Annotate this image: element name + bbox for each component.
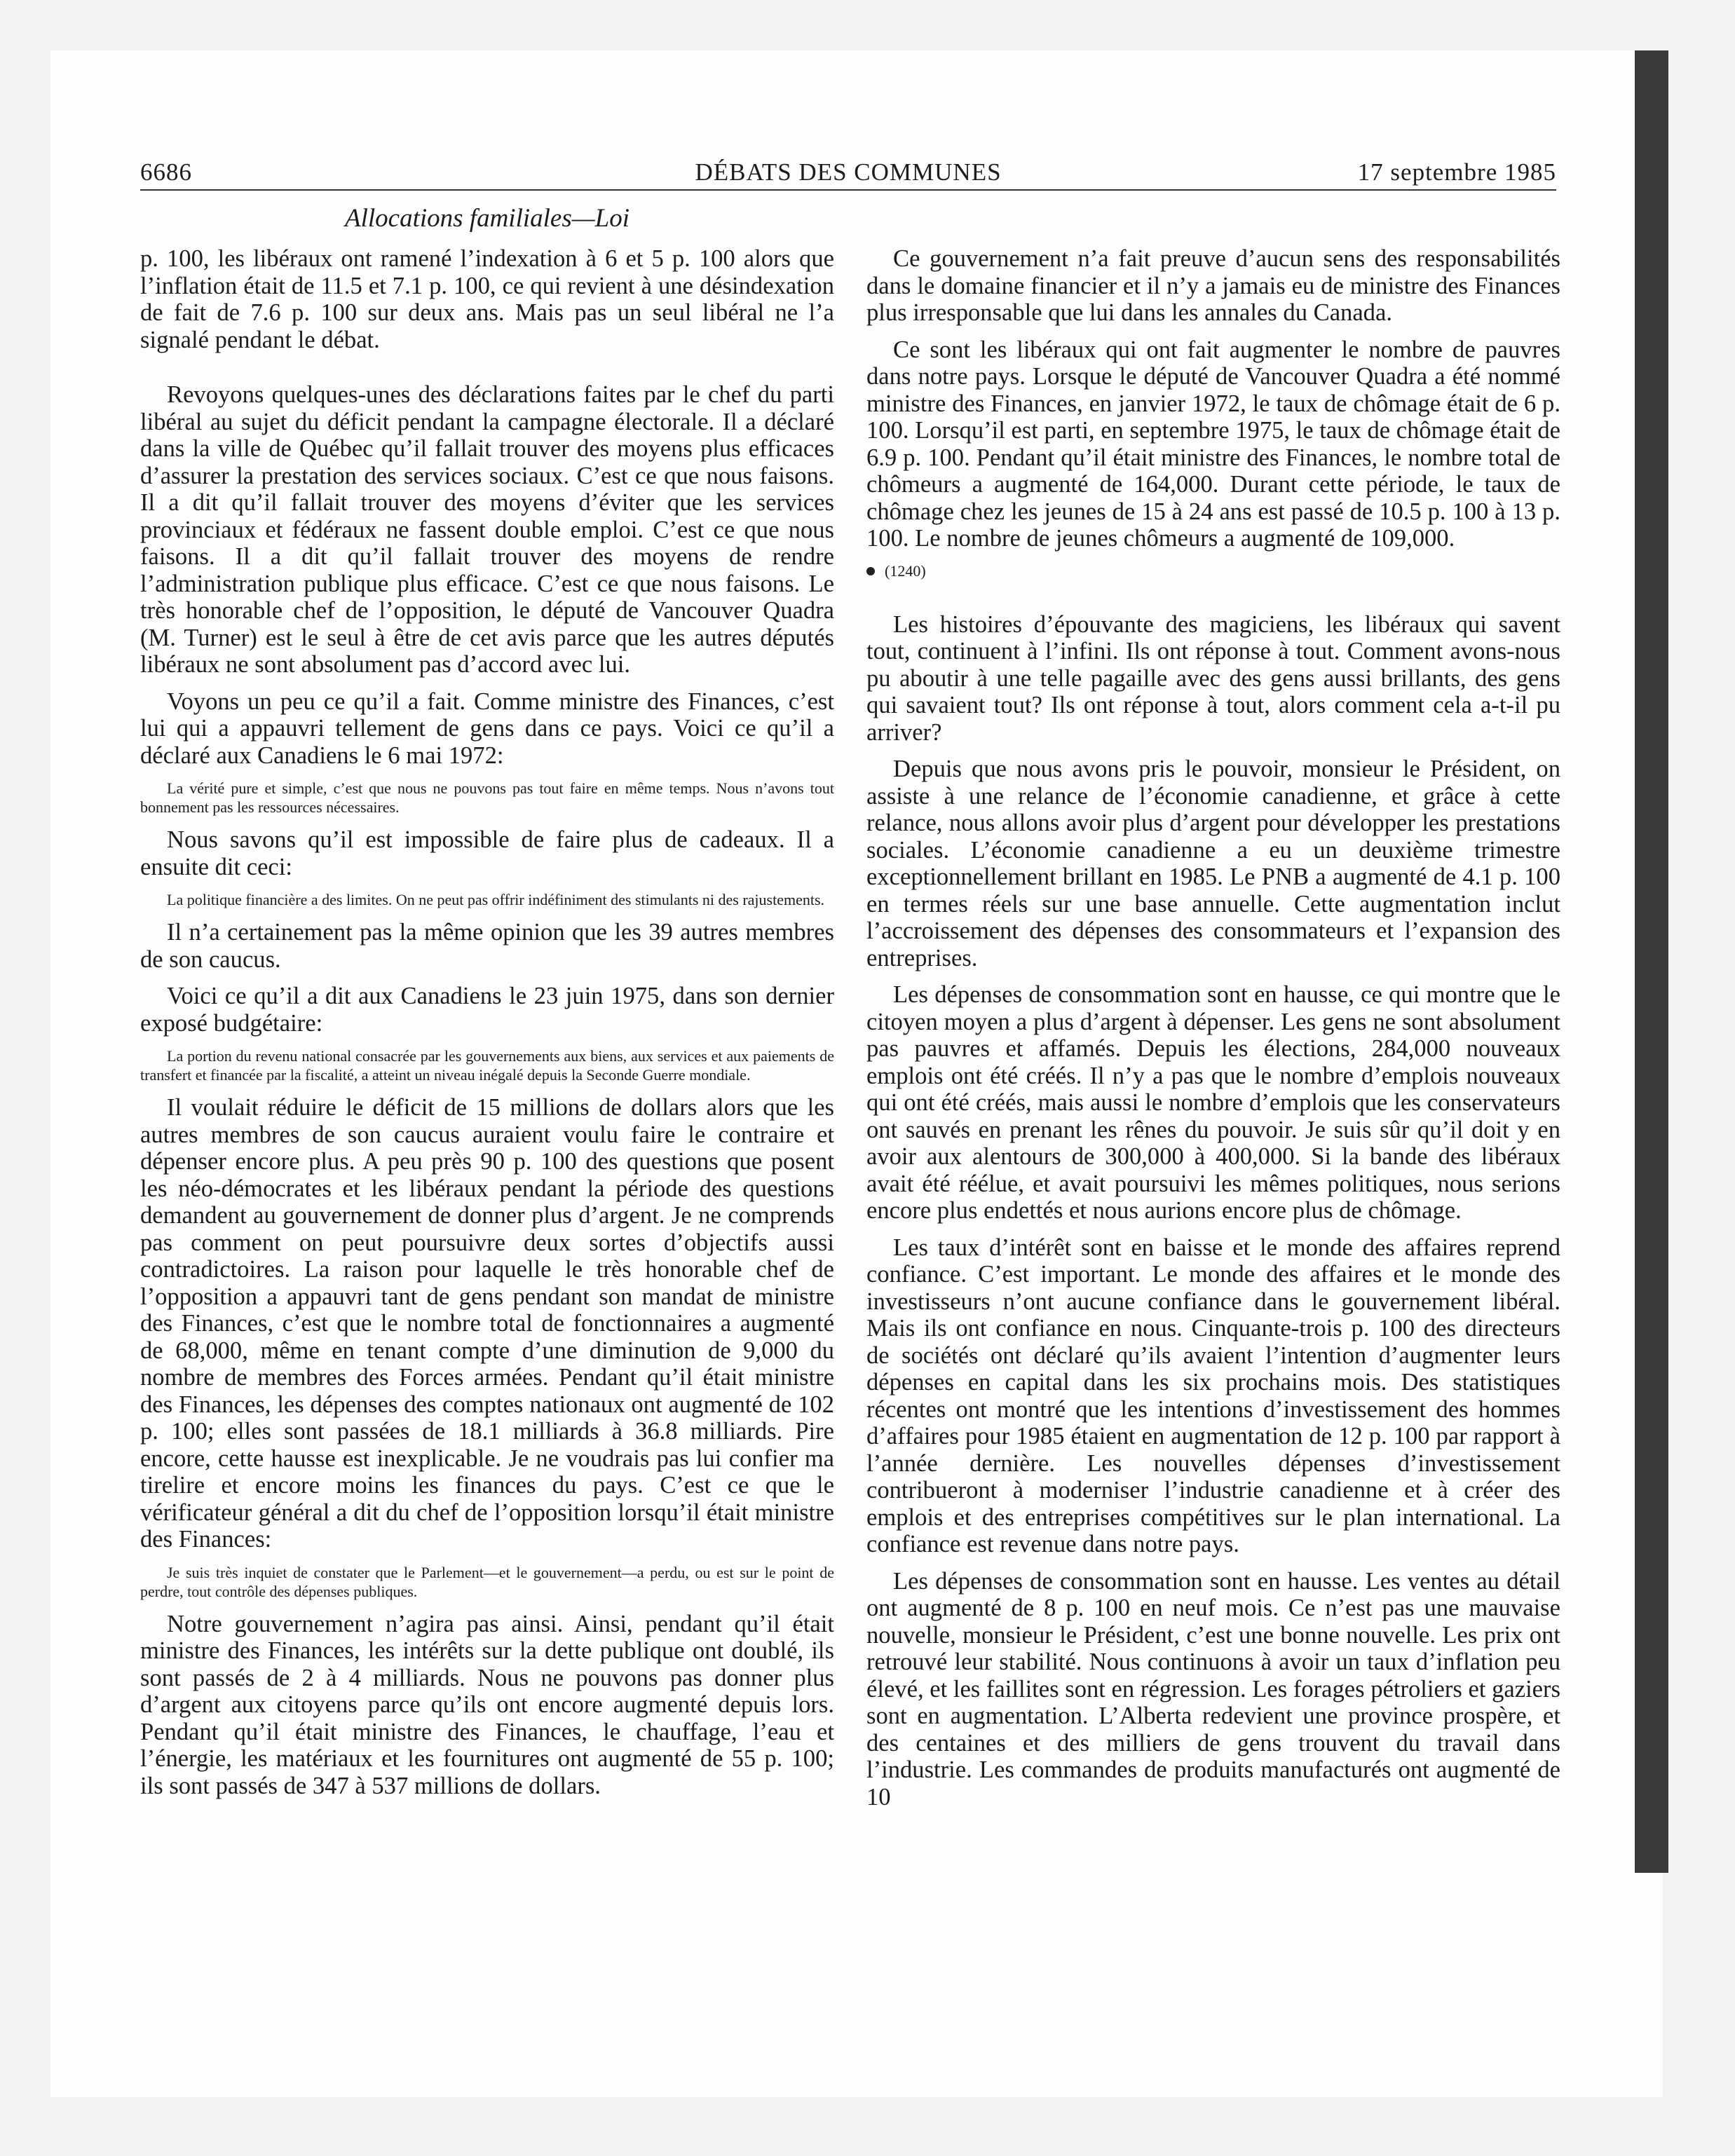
right-column xyxy=(866,245,1560,1820)
scan-edge-shadow xyxy=(1635,50,1668,1873)
page-header xyxy=(140,156,1556,191)
time-marker-text: (1240) xyxy=(885,561,926,580)
block-quote: La politique financière a des limites. On ne peut pas offrir indéfiniment des stimulants ni des rajustements. xyxy=(167,891,825,908)
bullet-icon xyxy=(866,567,875,575)
block-quote: Je suis très inquiet de constater que le Parlement—et le gouvernement—a perdu, ou est sur le point de perdre, tout contrôle des dépenses publiques. xyxy=(140,1563,834,1600)
publication-title: DÉBATS DES COMMUNES xyxy=(695,158,1002,186)
paragraph: Les taux d’intérêt sont en baisse et le monde des affaires reprend confiance. C’est important. Le monde des affaires et le monde des investisseurs n’ont aucune confiance dans le gouvernement libéral. Mais ils ont confiance en nous. Cinquante-trois p. 100 des directeurs de sociétés ont déclaré qu’ils avaient l’intention d’augmenter leurs dépenses en capital dans les six prochains mois. Des statistiques récentes ont montré que les intentions d’investissement des hommes d’affaires pour 1985 étaient en augmentation de 12 p. 100 par rapport à l’année dernière. Les nouvelles dépenses d’investissement contribueront à moderniser l’industrie canadienne et à créer des emplois et des entreprises compétitives sur le plan international. La confiance est revenue dans notre pays. xyxy=(866,1234,1560,1557)
left-column xyxy=(140,245,834,1809)
time-marker xyxy=(866,562,1560,580)
paragraph: Nous savons qu’il est impossible de faire plus de cadeaux. Il a ensuite dit ceci: xyxy=(140,826,834,880)
block-quote: La portion du revenu national consacrée par les gouvernements aux biens, aux services et aux paiements de transfert et financée par la fiscalité, a atteint un niveau inégalé depuis la Seconde Guerre mondiale. xyxy=(140,1047,834,1084)
paragraph: p. 100, les libéraux ont ramené l’indexation à 6 et 5 p. 100 alors que l’inflation était de 11.5 et 7.1 p. 100, ce qui revient à une désindexation de fait de 7.6 p. 100 sur deux ans. Mais pas un seul libéral ne l’a signalé pendant le débat. xyxy=(140,245,834,353)
paragraph: Depuis que nous avons pris le pouvoir, monsieur le Président, on assiste à une relance de l’économie canadienne, et grâce à cette relance, nous allons avoir plus d’argent pour développer les prestations sociales. L’économie canadienne a eu un deuxième trimestre exceptionnellement brillant en 1985. Le PNB a augmenté de 4.1 p. 100 en termes réels sur une base annuelle. Cette augmentation inclut l’accroissement des dépenses des consommateurs et l’expansion des entreprises. xyxy=(866,756,1560,971)
paragraph: Voyons un peu ce qu’il a fait. Comme ministre des Finances, c’est lui qui a appauvri tellement de gens dans ce pays. Voici ce qu’il a déclaré aux Canadiens le 6 mai 1972: xyxy=(140,688,834,769)
paragraph: Voici ce qu’il a dit aux Canadiens le 23 juin 1975, dans son dernier exposé budgétaire: xyxy=(140,983,834,1037)
paragraph: Les histoires d’épouvante des magiciens, les libéraux qui savent tout, continuent à l’infini. Ils ont réponse à tout. Comment avons-nous pu aboutir à une telle pagaille avec des gens aussi brillants, des gens qui savaient tout? Ils ont réponse à tout, alors comment cela a-t-il pu arriver? xyxy=(866,610,1560,746)
paragraph: Ce sont les libéraux qui ont fait augmenter le nombre de pauvres dans notre pays. Lorsque le député de Vancouver Quadra a été nommé ministre des Finances, en janvier 1972, le taux de chômage était de 6 p. 100. Lorsqu’il est parti, en septembre 1975, le taux de chômage était de 6.9 p. 100. Pendant qu’il était ministre des Finances, le nombre total de chômeurs a augmenté de 164,000. Durant cette période, le taux de chômage chez les jeunes de 15 à 24 ans est passé de 10.5 p. 100 à 13 p. 100. Le nombre de jeunes chômeurs a augmenté de 109,000. xyxy=(866,336,1560,552)
paragraph: Revoyons quelques-unes des déclarations faites par le chef du parti libéral au sujet du déficit pendant la campagne électorale. Il a déclaré dans la ville de Québec qu’il fallait trouver des moyens plus efficaces d’assurer la prestation des services sociaux. C’est ce que nous faisons. Il a dit qu’il fallait trouver des moyens d’éviter que les services provinciaux et fédéraux ne fassent double emploi. C’est ce que nous faisons. Il a dit qu’il fallait trouver des moyens de rendre l’administration publique plus efficace. C’est ce que nous faisons. Le très honorable chef de l’opposition, le député de Vancouver Quadra (M. Turner) est le seul à être de cet avis parce que les autres députés libéraux ne sont absolument pas d’accord avec lui. xyxy=(140,381,834,678)
header-date: 17 septembre 1985 xyxy=(1357,158,1556,186)
paragraph: Les dépenses de consommation sont en hausse. Les ventes au détail ont augmenté de 8 p. 100 en neuf mois. Ce n’est pas une mauvaise nouvelle, monsieur le Président, c’est une bonne nouvelle. Les prix ont retrouvé leur stabilité. Nous continuons à avoir un taux d’inflation peu élevé, et les faillites sont en régression. Les forages pétroliers et gaziers sont en augmentation. L’Alberta redevient une province prospère, et des centaines et des milliers de gens trouvent du travail dans l’industrie. Les commandes de produits manufacturés ont augmenté de 10 xyxy=(866,1567,1560,1810)
page-number: 6686 xyxy=(140,158,192,186)
paragraph: Il n’a certainement pas la même opinion que les 39 autres membres de son caucus. xyxy=(140,919,834,973)
paragraph: Ce gouvernement n’a fait preuve d’aucun sens des responsabilités dans le domaine financier et il n’y a jamais eu de ministre des Finances plus irresponsable que lui dans les annales du Canada. xyxy=(866,245,1560,326)
paragraph: Notre gouvernement n’agira pas ainsi. Ainsi, pendant qu’il était ministre des Finances, les intérêts sur la dette publique ont doublé, ils sont passés de 2 à 4 milliards. Nous ne pouvons pas donner plus d’argent aux citoyens parce qu’ils ont encore augmenté depuis lors. Pendant qu’il était ministre des Finances, le chauffage, l’eau et l’énergie, les matériaux et les fournitures ont augmenté de 55 p. 100; ils sont passés de 347 à 537 millions de dollars. xyxy=(140,1610,834,1799)
paragraph: Les dépenses de consommation sont en hausse, ce qui montre que le citoyen moyen a plus d’argent à dépenser. Les gens ne sont absolument pas pauvres et affamés. Depuis les élections, 284,000 nouveaux emplois ont été créés. Il n’y a pas que le nombre d’emplois nouveaux qui ont été créés, mais aussi le nombre d’emplois que les conservateurs ont sauvés en prenant les rênes du pouvoir. Je suis sûr qu’il doit y en avoir aux alentours de 300,000 à 400,000. Si la bande des libéraux avait été réélue, et avait poursuivi les mêmes politiques, nous serions encore plus endettés et nous aurions encore plus de chômage. xyxy=(866,981,1560,1224)
section-subtitle: Allocations familiales—Loi xyxy=(345,204,630,233)
paragraph: Il voulait réduire le déficit de 15 millions de dollars alors que les autres membres de son caucus auraient voulu faire le contraire et dépenser encore plus. A peu près 90 p. 100 des questions que posent les néo-démocrates et les libéraux pendant la période des questions demandent au gouvernement de donner plus d’argent. Je ne comprends pas comment on peut poursuivre deux sortes d’objectifs aussi contradictoires. La raison pour laquelle le très honorable chef de l’opposition a appauvri tant de gens pendant son mandat de ministre des Finances, c’est que le nombre total de fonctionnaires a augmenté de 68,000, même en tenant compte d’une diminution de 9,000 du nombre de membres des Forces armées. Pendant qu’il était ministre des Finances, les dépenses des comptes nationaux ont augmenté de 102 p. 100; elles sont passées de 18.1 milliards à 36.8 milliards. Pire encore, cette hausse est inexplicable. Je ne voudrais pas lui confier ma tirelire et encore moins les finances du pays. C’est ce que le vérificateur général a dit du chef de l’opposition lorsqu’il était ministre des Finances: xyxy=(140,1094,834,1553)
block-quote: La vérité pure et simple, c’est que nous ne pouvons pas tout faire en même temps. Nous n’avons tout bonnement pas les ressources nécessaires. xyxy=(140,779,834,816)
